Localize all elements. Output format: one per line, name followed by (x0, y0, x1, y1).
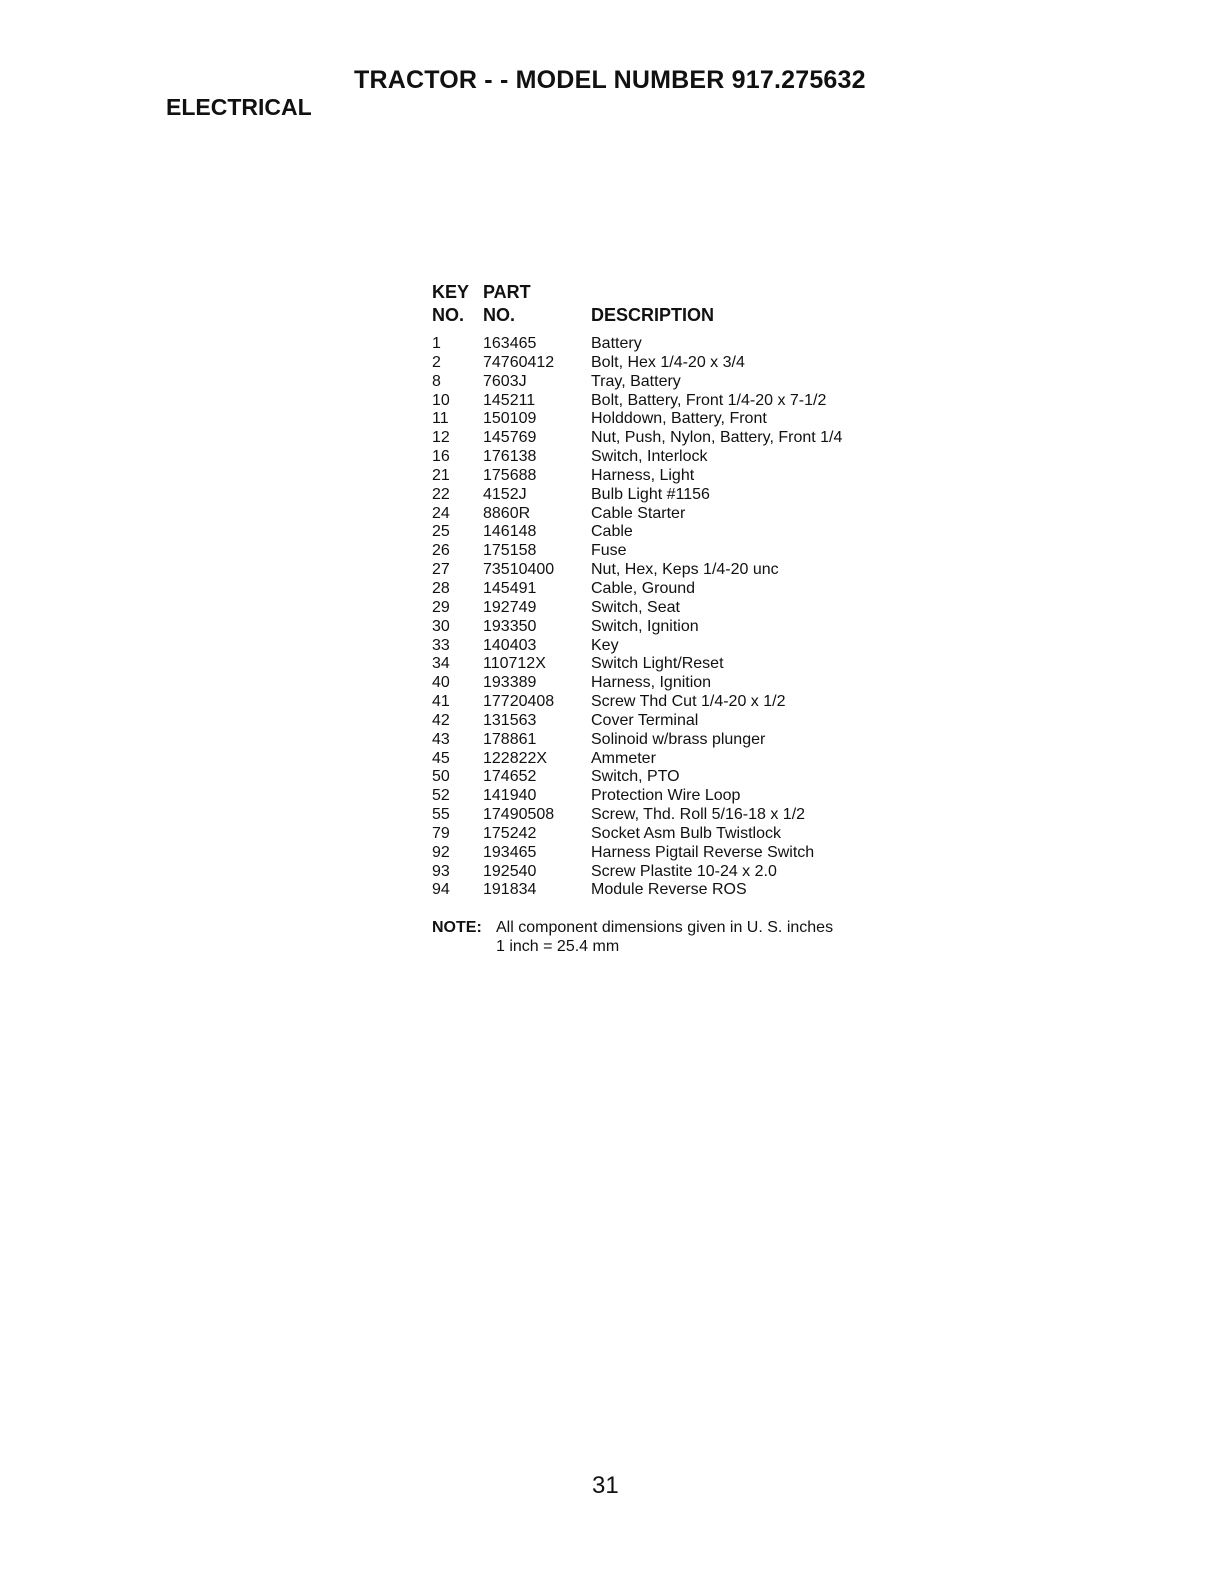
part-number: 73510400 (483, 561, 555, 579)
part-number: 175242 (483, 824, 537, 842)
part-description: Bolt, Battery, Front 1/4-20 x 7-1/2 (591, 391, 827, 409)
part-number: 145769 (483, 429, 537, 447)
part-description: Cable, Ground (591, 579, 696, 597)
table-row (432, 618, 892, 637)
table-row (432, 580, 892, 599)
part-description: Nut, Hex, Keps 1/4-20 unc (591, 561, 779, 579)
table-row (432, 335, 892, 354)
key-number: 45 (432, 749, 450, 767)
part-description: Harness Pigtail Reverse Switch (591, 843, 815, 861)
key-number: 29 (432, 598, 450, 616)
table-row (432, 542, 892, 561)
header-part-line2: NO. (483, 305, 516, 325)
part-number: 110712X (483, 655, 546, 673)
part-description: Cable Starter (591, 504, 686, 522)
part-number: 131563 (483, 711, 537, 729)
part-description: Cover Terminal (591, 711, 699, 729)
key-number: 12 (432, 429, 450, 447)
part-number: 163465 (483, 335, 537, 352)
table-row (432, 844, 892, 863)
key-number: 1 (432, 335, 441, 352)
part-description: Ammeter (591, 749, 656, 767)
table-row (432, 373, 892, 392)
key-number: 21 (432, 466, 450, 484)
table-row (432, 655, 892, 674)
table-row (432, 523, 892, 542)
part-description: Key (591, 636, 619, 654)
part-number: 193350 (483, 617, 537, 635)
part-description: Screw, Thd. Roll 5/16-18 x 1/2 (591, 806, 806, 824)
key-number: 27 (432, 561, 450, 579)
parts-table (432, 282, 892, 900)
note-label: NOTE: (432, 919, 482, 936)
part-description: Nut, Push, Nylon, Battery, Front 1/4 (591, 429, 843, 447)
table-row (432, 693, 892, 712)
part-number: 193465 (483, 843, 537, 861)
table-row (432, 863, 892, 882)
part-number: 17490508 (483, 806, 555, 824)
key-number: 2 (432, 353, 441, 371)
page-title: TRACTOR - - MODEL NUMBER 917.275632 (354, 66, 866, 94)
key-number: 33 (432, 636, 450, 654)
key-number: 11 (432, 410, 449, 428)
table-row (432, 806, 892, 825)
table-row (432, 448, 892, 467)
table-row (432, 486, 892, 505)
table-row (432, 392, 892, 411)
key-number: 30 (432, 617, 450, 635)
table-row (432, 731, 892, 750)
key-number: 50 (432, 768, 450, 786)
part-number: 145491 (483, 579, 537, 597)
header-key-line1: KEY (432, 282, 470, 302)
table-row (432, 429, 892, 448)
part-description: Bulb Light #1156 (591, 485, 710, 503)
table-header (432, 282, 892, 334)
key-number: 55 (432, 806, 450, 824)
part-description: Harness, Light (591, 466, 695, 484)
table-row (432, 637, 892, 656)
part-number: 192540 (483, 862, 537, 880)
key-number: 10 (432, 391, 450, 409)
part-description: Screw Thd Cut 1/4-20 x 1/2 (591, 693, 786, 711)
part-number: 7603J (483, 372, 527, 390)
key-number: 22 (432, 485, 450, 503)
table-row (432, 354, 892, 373)
table-row (432, 505, 892, 524)
part-description: Switch, Seat (591, 598, 680, 616)
table-row (432, 410, 892, 429)
table-row (432, 712, 892, 731)
key-number: 94 (432, 881, 450, 899)
part-number: 193389 (483, 674, 537, 692)
key-number: 41 (432, 693, 450, 711)
table-row (432, 467, 892, 486)
part-number: 191834 (483, 881, 537, 899)
header-key-line2: NO. (432, 305, 465, 325)
table-row (432, 768, 892, 787)
part-number: 146148 (483, 523, 537, 541)
page-number: 31 (592, 1472, 619, 1499)
table-body (432, 335, 892, 900)
part-number: 174652 (483, 768, 537, 786)
part-description: Switch, PTO (591, 768, 680, 786)
part-description: Fuse (591, 542, 627, 560)
part-number: 178861 (483, 730, 537, 748)
part-number: 175688 (483, 466, 537, 484)
table-row (432, 881, 892, 900)
table-row (432, 674, 892, 693)
part-number: 74760412 (483, 353, 555, 371)
key-number: 92 (432, 843, 450, 861)
part-number: 175158 (483, 542, 537, 560)
key-number: 93 (432, 862, 450, 880)
part-number: 122822X (483, 749, 548, 767)
table-row (432, 599, 892, 618)
table-row (432, 787, 892, 806)
part-number: 4152J (483, 485, 527, 503)
part-description: Socket Asm Bulb Twistlock (591, 824, 781, 842)
part-description: Tray, Battery (591, 372, 681, 390)
part-description: Harness, Ignition (591, 674, 712, 692)
part-description: Screw Plastite 10-24 x 2.0 (591, 862, 777, 880)
part-description: Switch, Ignition (591, 617, 699, 635)
part-description: Protection Wire Loop (591, 787, 741, 805)
part-number: 8860R (483, 504, 531, 522)
key-number: 24 (432, 504, 450, 522)
note-text: All component dimensions given in U. S. inches 1 inch = 25.4 mm (496, 919, 834, 955)
header-description: DESCRIPTION (591, 305, 715, 325)
part-number: 192749 (483, 598, 537, 616)
table-row (432, 825, 892, 844)
key-number: 28 (432, 579, 450, 597)
key-number: 40 (432, 674, 450, 692)
key-number: 8 (432, 372, 441, 390)
part-number: 145211 (483, 391, 536, 409)
part-number: 176138 (483, 448, 537, 466)
header-part-line1: PART (483, 282, 531, 302)
key-number: 52 (432, 787, 450, 805)
key-number: 16 (432, 448, 450, 466)
key-number: 34 (432, 655, 450, 673)
key-number: 26 (432, 542, 450, 560)
key-number: 79 (432, 824, 450, 842)
part-description: Switch, Interlock (591, 448, 708, 466)
part-description: Switch Light/Reset (591, 655, 724, 673)
part-description: Cable (591, 523, 633, 541)
part-description: Battery (591, 335, 642, 352)
part-number: 141940 (483, 787, 537, 805)
part-number: 140403 (483, 636, 537, 654)
key-number: 42 (432, 711, 450, 729)
part-description: Module Reverse ROS (591, 881, 747, 899)
section-title: ELECTRICAL (166, 94, 312, 120)
part-number: 150109 (483, 410, 537, 428)
part-description: Bolt, Hex 1/4-20 x 3/4 (591, 353, 745, 371)
part-number: 17720408 (483, 693, 555, 711)
key-number: 43 (432, 730, 450, 748)
part-description: Solinoid w/brass plunger (591, 730, 766, 748)
table-row (432, 750, 892, 769)
part-description: Holddown, Battery, Front (591, 410, 767, 428)
table-row (432, 561, 892, 580)
key-number: 25 (432, 523, 450, 541)
